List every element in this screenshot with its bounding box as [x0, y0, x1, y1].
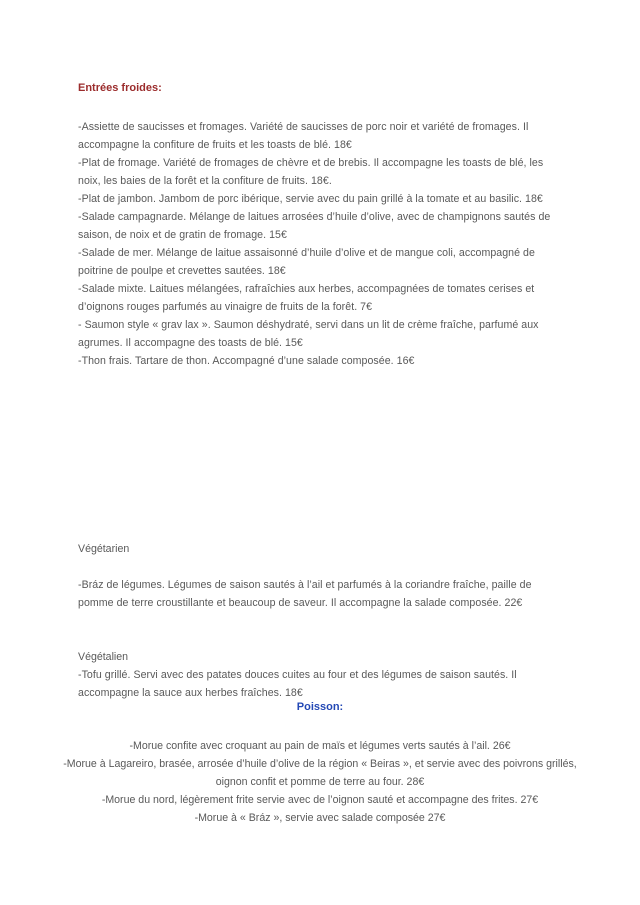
list-item: -Salade campagnarde. Mélange de laitues arrosées d’huile d’olive, avec de champignons sautés de saison, de noix et de gratin de fromage. 15€: [78, 211, 551, 241]
list-item: -Plat de fromage. Variété de fromages de chèvre et de brebis. Il accompagne les toasts de blé, les noix, les baies de la forêt et la confiture de fruits. 18€.: [78, 157, 544, 187]
vegetalien-heading: Végétalien: [78, 651, 129, 663]
vegetalien-list: [78, 666, 568, 702]
list-item: -Morue à Lagareiro, brasée, arrosée d’huile d’olive de la région « Beiras », et servie avec des poivrons grillés, oignon confit et pomme de terre au four. 28€: [63, 758, 577, 788]
list-item: - Saumon style « grav lax ». Saumon déshydraté, servi dans un lit de crème fraîche, parfumé aux agrumes. Il accompagne des toasts de blé. 15€: [78, 319, 539, 349]
poisson-heading: Poisson:: [296, 701, 344, 713]
list-item: -Plat de jambon. Jambom de porc ibérique, servie avec du pain grillé à la tomate et au basilic. 18€: [78, 193, 543, 205]
poisson-list: [60, 737, 580, 827]
list-item: -Thon frais. Tartare de thon. Accompagné d’une salade composée. 16€: [78, 355, 415, 367]
list-item: -Morue confite avec croquant au pain de maïs et légumes verts sautés à l’ail. 26€: [129, 740, 511, 752]
list-item: -Morue à « Bráz », servie avec salade composée 27€: [194, 812, 446, 824]
entrees-heading: Entrées froides:: [78, 82, 162, 94]
list-item: -Tofu grillé. Servi avec des patates douces cuites au four et des légumes de saison sautés. Il accompagne la sauce aux herbes fraîches. 18€: [78, 669, 517, 699]
vegetarien-list: [78, 576, 568, 612]
list-item: -Morue du nord, légèrement frite servie avec de l’oignon sauté et accompagne des frites. 27€: [101, 794, 539, 806]
list-item: -Salade mixte. Laitues mélangées, rafraîchies aux herbes, accompagnées de tomates cerises et d’oignons rouges parfumés au vinaigre de fruits de la forêt. 7€: [78, 283, 535, 313]
list-item: -Bráz de légumes. Légumes de saison sautés à l’ail et parfumés à la coriandre fraîche, paille de pomme de terre croustillante et beaucoup de saveur. Il accompagne la salade composée. 22€: [78, 579, 532, 609]
vegetarien-heading: Végétarien: [78, 543, 130, 555]
list-item: -Assiette de saucisses et fromages. Variété de saucisses de porc noir et variété de fromages. Il accompagne la confiture de fruits et les toasts de blé. 18€: [78, 121, 529, 151]
entrees-list: [78, 118, 568, 370]
list-item: -Salade de mer. Mélange de laitue assaisonné d’huile d’olive et de mangue coli, accompagné de poitrine de poulpe et crevettes sautées. 18€: [78, 247, 535, 277]
